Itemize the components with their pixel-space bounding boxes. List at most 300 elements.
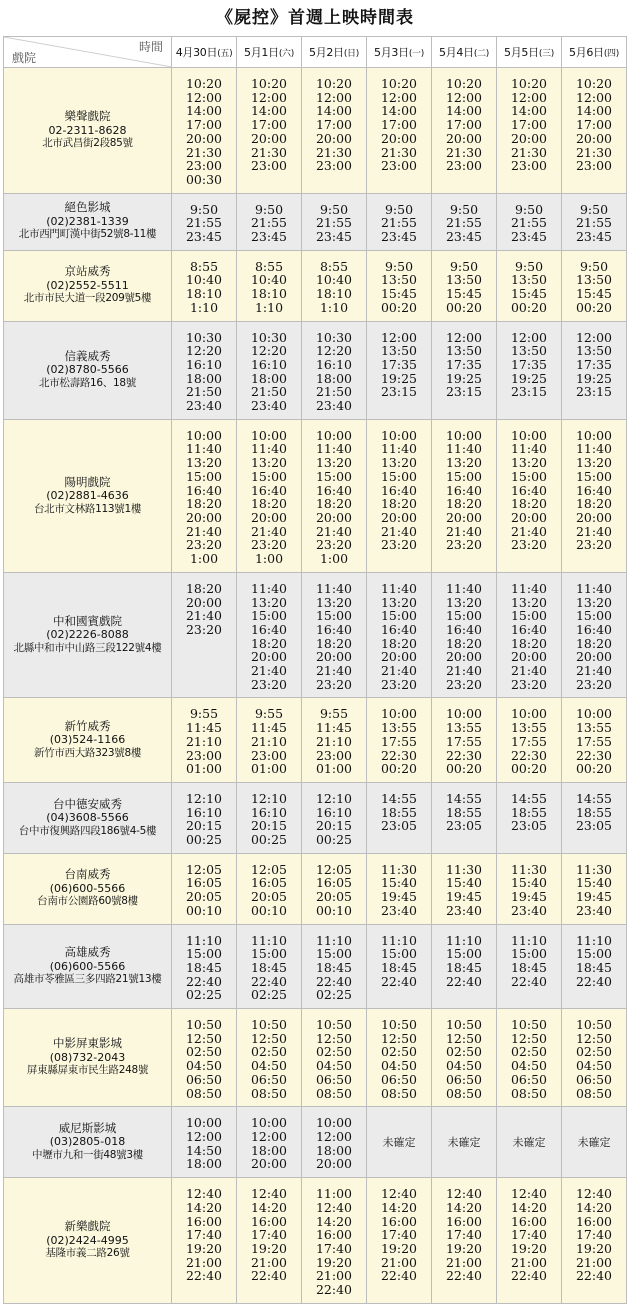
showtime: 21:40 — [380, 523, 418, 539]
showtime: 02:25 — [315, 987, 353, 1003]
showtime: 19:20 — [315, 1254, 353, 1270]
cinema-name: 絕色影城 — [64, 200, 111, 215]
showtime: 20:00 — [575, 649, 613, 665]
showtime: 20:05 — [250, 889, 288, 905]
showtime: 9:50 — [579, 201, 609, 217]
showtime: 23:00 — [315, 158, 353, 174]
showtime: 15:00 — [510, 608, 548, 624]
showtime-cell — [367, 1009, 432, 1107]
showtime: 23:20 — [380, 537, 418, 553]
showtime-cell — [497, 321, 562, 419]
showtime-cell — [367, 853, 432, 924]
showtime: 12:40 — [185, 1186, 223, 1202]
showtime: 21:50 — [250, 384, 288, 400]
showtime: 21:00 — [380, 1254, 418, 1270]
showtime: 02:50 — [315, 1044, 353, 1060]
showtime: 11:40 — [445, 580, 483, 596]
showtime-cell — [367, 419, 432, 572]
showtime: 13:20 — [250, 594, 288, 610]
showtime: 18:00 — [185, 370, 223, 386]
showtime: 23:00 — [510, 158, 548, 174]
showtime: 18:45 — [445, 959, 483, 975]
showtime: 23:20 — [250, 676, 288, 692]
showtime: 12:10 — [185, 790, 223, 806]
showtime: 18:45 — [575, 959, 613, 975]
showtime: 13:50 — [445, 272, 483, 288]
showtime: 20:00 — [315, 649, 353, 665]
cinema-address: 台中市復興路四段186號4-5樓 — [18, 824, 157, 837]
showtime: 15:00 — [380, 468, 418, 484]
showtime: 11:45 — [185, 720, 223, 736]
showtime: 18:20 — [510, 496, 548, 512]
showtime: 15:00 — [575, 468, 613, 484]
showtime: 10:20 — [575, 76, 613, 91]
showtime-cell — [562, 193, 627, 250]
showtime: 21:00 — [510, 1254, 548, 1270]
showtime: 20:00 — [510, 509, 548, 525]
showtime: 1:00 — [254, 551, 284, 567]
showtime: 14:20 — [575, 1199, 613, 1215]
showtime: 14:20 — [445, 1199, 483, 1215]
showtime: 10:00 — [445, 427, 483, 443]
showtime: 14:20 — [380, 1199, 418, 1215]
showtime: 11:40 — [380, 580, 418, 596]
showtime: 17:00 — [185, 117, 223, 133]
cinema-info-cell — [4, 193, 172, 250]
showtime: 21:30 — [185, 144, 223, 160]
showtime: 15:45 — [380, 286, 418, 302]
showtime-cell — [237, 782, 302, 853]
date-header — [432, 37, 497, 68]
showtime: 1:10 — [319, 299, 349, 315]
showtime: 23:40 — [250, 398, 288, 414]
showtime: 23:15 — [380, 384, 418, 400]
showtime: 21:00 — [575, 1254, 613, 1270]
showtime: 12:10 — [250, 790, 288, 806]
showtime: 10:00 — [380, 427, 418, 443]
cinema-phone: (06)600-5566 — [49, 959, 126, 973]
cinema-info-cell — [4, 782, 172, 853]
showtime: 21:50 — [185, 384, 223, 400]
showtime: 18:00 — [185, 1156, 223, 1172]
cinema-info-cell — [4, 1107, 172, 1178]
showtime: 13:55 — [575, 720, 613, 736]
showtime-cell — [367, 1107, 432, 1178]
showtime: 17:35 — [380, 356, 418, 372]
showtime: 9:50 — [449, 201, 479, 217]
showtime: 17:00 — [575, 117, 613, 133]
showtime: 18:55 — [445, 804, 483, 820]
showtime: 11:40 — [185, 441, 223, 457]
showtime-cell — [432, 321, 497, 419]
showtime: 23:20 — [380, 676, 418, 692]
showtime: 17:40 — [445, 1227, 483, 1243]
showtime: 23:00 — [575, 158, 613, 174]
showtime: 15:40 — [575, 875, 613, 891]
showtime-cell — [237, 698, 302, 783]
showtime: 11:10 — [575, 932, 613, 948]
showtime-cell — [497, 698, 562, 783]
showtime: 18:20 — [315, 635, 353, 651]
showtime: 20:00 — [315, 130, 353, 146]
showtime: 23:45 — [185, 229, 223, 245]
showtime: 21:30 — [445, 144, 483, 160]
showtime: 9:50 — [514, 258, 544, 274]
showtime-cell — [172, 782, 237, 853]
showtime: 20:05 — [185, 889, 223, 905]
showtime: 21:40 — [315, 663, 353, 679]
showtime: 12:40 — [315, 1199, 353, 1215]
showtime: 9:50 — [319, 201, 349, 217]
showtime-cell — [367, 924, 432, 1009]
showtime: 04:50 — [315, 1058, 353, 1074]
showtime: 10:00 — [380, 706, 418, 722]
showtime: 19:20 — [185, 1240, 223, 1256]
showtime: 23:00 — [380, 158, 418, 174]
cinema-name: 京站威秀 — [64, 264, 111, 279]
showtime-cell — [172, 698, 237, 783]
showtime: 10:40 — [250, 272, 288, 288]
showtime: 20:00 — [575, 130, 613, 146]
cinema-phone: (02)2552-5511 — [46, 278, 129, 292]
showtime: 00:10 — [185, 902, 223, 918]
cinema-info-cell — [4, 572, 172, 698]
showtime: 16:00 — [575, 1213, 613, 1229]
showtime: 11:40 — [250, 441, 288, 457]
showtime: 11:10 — [250, 932, 288, 948]
showtime: 12:50 — [315, 1030, 353, 1046]
showtime: 21:40 — [250, 663, 288, 679]
showtime-cell — [562, 924, 627, 1009]
showtime: 18:10 — [315, 286, 353, 302]
showtime: 18:20 — [575, 496, 613, 512]
showtime-cell — [302, 68, 367, 194]
cinema-row — [4, 1009, 627, 1107]
showtime: 02:25 — [185, 987, 223, 1003]
showtime-cell — [562, 698, 627, 783]
showtime: 18:20 — [510, 635, 548, 651]
showtime: 11:40 — [380, 441, 418, 457]
showtime: 20:00 — [445, 509, 483, 525]
showtime: 23:40 — [380, 902, 418, 918]
cinema-name: 高雄威秀 — [64, 945, 111, 960]
showtime: 18:55 — [380, 804, 418, 820]
showtime: 23:45 — [445, 229, 483, 245]
showtime-cell — [302, 419, 367, 572]
showtime: 10:30 — [250, 329, 288, 345]
showtime: 00:20 — [445, 761, 483, 777]
showtime: 23:00 — [315, 747, 353, 763]
showtime: 16:40 — [315, 621, 353, 637]
cinema-info-cell — [4, 853, 172, 924]
showtime: 9:50 — [384, 258, 414, 274]
showtime: 18:20 — [250, 635, 288, 651]
showtime: 23:20 — [445, 676, 483, 692]
showtime: 12:50 — [575, 1030, 613, 1046]
showtime: 8:55 — [254, 258, 284, 274]
showtime: 23:45 — [510, 229, 548, 245]
showtime: 12:05 — [185, 861, 223, 877]
showtime: 23:45 — [575, 229, 613, 245]
showtime: 23:05 — [575, 818, 613, 834]
showtime: 11:00 — [315, 1186, 353, 1202]
showtime: 15:45 — [575, 286, 613, 302]
showtime-cell — [367, 68, 432, 194]
showtime-cell — [237, 853, 302, 924]
showtime: 00:10 — [250, 902, 288, 918]
showtime: 10:50 — [315, 1017, 353, 1033]
showtime: 14:20 — [510, 1199, 548, 1215]
cinema-info-cell — [4, 419, 172, 572]
showtime: 21:55 — [380, 215, 418, 231]
showtime-cell — [432, 193, 497, 250]
cinema-phone: (08)732-2043 — [49, 1050, 126, 1064]
showtime: 23:05 — [380, 818, 418, 834]
showtime: 17:40 — [510, 1227, 548, 1243]
showtime: 16:10 — [315, 804, 353, 820]
cinema-row — [4, 1107, 627, 1178]
weekday-text: (五) — [217, 49, 233, 59]
cinema-info-cell — [4, 1178, 172, 1304]
showtime: 21:55 — [250, 215, 288, 231]
showtime: 23:00 — [185, 158, 223, 174]
showtime: 12:10 — [315, 790, 353, 806]
showtime: 11:10 — [315, 932, 353, 948]
showtime-cell — [172, 193, 237, 250]
showtime: 02:50 — [185, 1044, 223, 1060]
showtime: 19:45 — [445, 889, 483, 905]
showtime: 13:55 — [510, 720, 548, 736]
showtime-cell — [302, 1009, 367, 1107]
showtime: 22:40 — [315, 973, 353, 989]
cinema-phone: (06)600-5566 — [49, 881, 126, 895]
showtime: 21:55 — [575, 215, 613, 231]
showtime: 04:50 — [510, 1058, 548, 1074]
showtime: 22:40 — [315, 1282, 353, 1298]
showtime: 19:25 — [575, 370, 613, 386]
showtime: 23:20 — [575, 676, 613, 692]
showtime: 23:20 — [510, 676, 548, 692]
showtime: 21:30 — [380, 144, 418, 160]
showtime: 22:30 — [575, 747, 613, 763]
showtime-cell — [237, 572, 302, 698]
showtime-cell — [562, 782, 627, 853]
showtime: 04:50 — [185, 1058, 223, 1074]
cinema-address: 北縣中和市中山路三段122號4樓 — [13, 641, 162, 654]
showtime: 9:50 — [579, 258, 609, 274]
showtime: 18:00 — [315, 1142, 353, 1158]
weekday-text: (一) — [408, 49, 424, 59]
showtime: 13:55 — [380, 720, 418, 736]
showtime: 17:35 — [445, 356, 483, 372]
showtime-cell — [172, 321, 237, 419]
showtime: 22:40 — [575, 1268, 613, 1284]
showtime: 13:20 — [575, 455, 613, 471]
showtime-cell — [497, 853, 562, 924]
showtime: 18:00 — [250, 1142, 288, 1158]
cinema-phone: (04)3608-5566 — [46, 811, 129, 825]
showtime: 15:00 — [250, 468, 288, 484]
showtime: 18:20 — [315, 496, 353, 512]
showtime: 1:10 — [254, 299, 284, 315]
showtime: 00:20 — [510, 299, 548, 315]
showtime: 17:00 — [445, 117, 483, 133]
showtime: 23:40 — [185, 398, 223, 414]
showtime: 17:00 — [510, 117, 548, 133]
showtime: 21:40 — [380, 663, 418, 679]
showtime: 16:10 — [250, 804, 288, 820]
showtime-cell — [562, 1009, 627, 1107]
showtime: 01:00 — [185, 761, 223, 777]
showtime: 21:30 — [250, 144, 288, 160]
showtime: 1:00 — [319, 551, 349, 567]
showtime: 22:40 — [185, 973, 223, 989]
showtime: 13:20 — [510, 455, 548, 471]
showtime: 02:50 — [250, 1044, 288, 1060]
showtime-cell — [302, 193, 367, 250]
showtime: 22:30 — [445, 747, 483, 763]
showtime: 11:30 — [445, 861, 483, 877]
showtime: 11:10 — [445, 932, 483, 948]
showtime: 13:50 — [445, 343, 483, 359]
showtime: 12:00 — [185, 1129, 223, 1144]
showtime-cell — [497, 250, 562, 321]
showtime: 10:50 — [185, 1017, 223, 1033]
showtime: 11:40 — [250, 580, 288, 596]
showtime: 18:00 — [315, 370, 353, 386]
showtime: 15:00 — [575, 946, 613, 962]
showtime: 14:55 — [380, 790, 418, 806]
showtime: 20:00 — [380, 130, 418, 146]
showtime: 15:00 — [250, 608, 288, 624]
showtime: 01:00 — [315, 761, 353, 777]
showtime: 16:40 — [510, 482, 548, 498]
showtime: 23:20 — [315, 676, 353, 692]
showtime-cell — [432, 698, 497, 783]
showtime: 22:40 — [575, 973, 613, 989]
showtime: 12:20 — [185, 343, 223, 359]
showtime-cell — [497, 68, 562, 194]
date-text: 5月4日 — [439, 46, 474, 59]
showtime-cell — [367, 572, 432, 698]
showtime-cell — [497, 924, 562, 1009]
showtime: 10:20 — [380, 76, 418, 91]
showtime-cell — [562, 853, 627, 924]
showtime: 12:00 — [315, 89, 353, 105]
showtime: 16:40 — [380, 482, 418, 498]
showtime: 17:00 — [250, 117, 288, 133]
showtime-cell — [497, 572, 562, 698]
showtime: 21:00 — [445, 1254, 483, 1270]
showtime: 18:45 — [380, 959, 418, 975]
showtime-cell — [237, 1009, 302, 1107]
showtime: 14:00 — [380, 103, 418, 119]
showtime: 15:00 — [315, 608, 353, 624]
showtime-cell — [302, 924, 367, 1009]
showtime: 1:10 — [189, 299, 219, 315]
cinema-row — [4, 68, 627, 194]
cinema-info-cell — [4, 1009, 172, 1107]
showtime: 13:50 — [510, 343, 548, 359]
showtime: 20:05 — [315, 889, 353, 905]
cinema-info-cell — [4, 68, 172, 194]
showtime: 23:45 — [250, 229, 288, 245]
showtime: 22:40 — [445, 973, 483, 989]
showtime: 11:30 — [380, 861, 418, 877]
showtime: 23:00 — [250, 747, 288, 763]
cinema-row — [4, 250, 627, 321]
showtime: 10:20 — [445, 76, 483, 91]
showtime: 21:40 — [250, 523, 288, 539]
showtime: 21:40 — [185, 608, 223, 624]
showtime: 21:55 — [445, 215, 483, 231]
showtime: 23:00 — [250, 158, 288, 174]
showtime: 23:40 — [510, 902, 548, 918]
showtime: 16:00 — [380, 1213, 418, 1229]
showtime: 11:10 — [380, 932, 418, 948]
showtime: 20:00 — [510, 649, 548, 665]
showtime: 20:00 — [380, 649, 418, 665]
showtime: 12:40 — [575, 1186, 613, 1202]
showtime: 12:00 — [380, 329, 418, 345]
cinema-name: 中影屏東影城 — [53, 1036, 122, 1051]
showtime: 15:00 — [315, 468, 353, 484]
showtime: 18:45 — [315, 959, 353, 975]
cinema-row — [4, 782, 627, 853]
showtime-unconfirmed: 未確定 — [577, 1135, 611, 1149]
showtime: 20:00 — [445, 649, 483, 665]
cinema-address: 台南市公園路60號8樓 — [37, 895, 138, 908]
showtime-cell — [367, 782, 432, 853]
showtime: 15:40 — [445, 875, 483, 891]
showtime: 15:00 — [445, 468, 483, 484]
showtime: 16:05 — [185, 875, 223, 891]
showtime: 18:20 — [445, 635, 483, 651]
showtime: 00:25 — [250, 832, 288, 848]
showtime-cell — [497, 193, 562, 250]
showtime: 06:50 — [445, 1071, 483, 1087]
showtime: 00:25 — [185, 832, 223, 848]
showtime: 10:00 — [185, 1115, 223, 1131]
showtime: 11:45 — [250, 720, 288, 736]
showtime-cell — [172, 1107, 237, 1178]
showtime: 9:50 — [189, 201, 219, 217]
showtime: 02:50 — [575, 1044, 613, 1060]
showtime: 9:50 — [254, 201, 284, 217]
showtime-cell — [497, 1009, 562, 1107]
showtime: 12:40 — [510, 1186, 548, 1202]
showtime: 01:00 — [250, 761, 288, 777]
showtime: 11:40 — [510, 441, 548, 457]
showtime: 10:20 — [510, 76, 548, 91]
showtime-cell — [172, 853, 237, 924]
showtime: 18:45 — [250, 959, 288, 975]
showtime-cell — [172, 1009, 237, 1107]
showtime: 00:20 — [575, 299, 613, 315]
showtime: 16:40 — [575, 621, 613, 637]
showtime: 15:45 — [510, 286, 548, 302]
cinema-phone: (02)2424-4995 — [46, 1233, 129, 1247]
cinema-address: 北市西門町漢中街52號8-11樓 — [18, 228, 157, 241]
showtime: 11:40 — [575, 580, 613, 596]
showtime-cell — [367, 698, 432, 783]
showtime: 10:20 — [250, 76, 288, 91]
showtime: 14:55 — [445, 790, 483, 806]
showtime: 13:20 — [575, 594, 613, 610]
showtime: 12:00 — [250, 1129, 288, 1144]
showtime: 10:20 — [315, 76, 353, 91]
cinema-row — [4, 321, 627, 419]
